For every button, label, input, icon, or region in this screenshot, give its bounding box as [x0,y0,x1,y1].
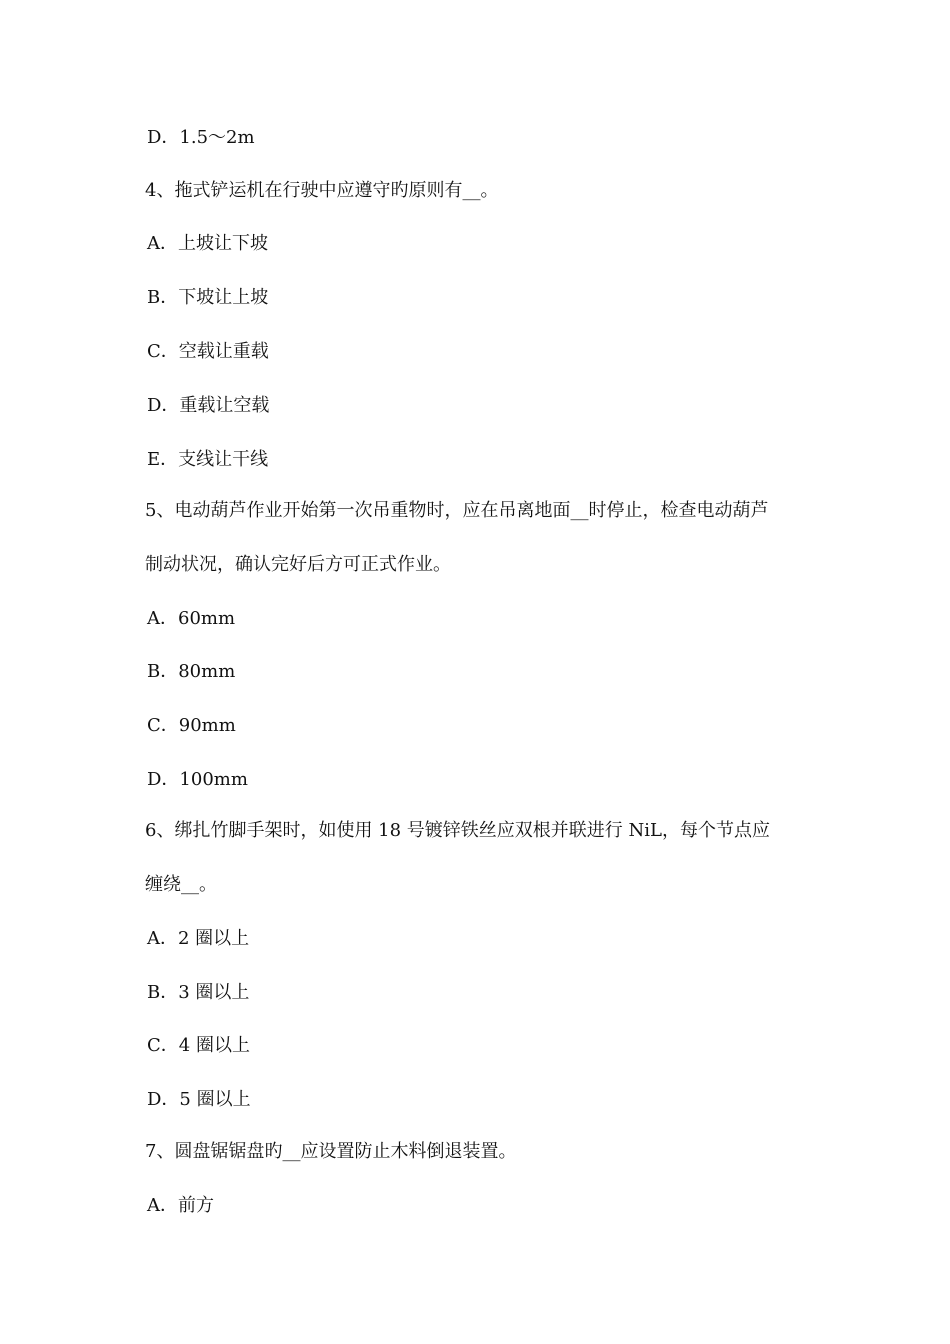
option-q3-d: D．1.5～2m [147,127,255,148]
option-q4-c: C．空载让重载 [147,341,269,362]
option-q4-b: B．下坡让上坡 [147,287,269,308]
option-q4-d: D．重载让空载 [147,395,270,416]
option-q6-d: D．5 圈以上 [147,1089,251,1110]
option-q6-c: C．4 圈以上 [147,1035,250,1056]
option-q5-b: B．80mm [147,661,236,682]
option-q5-a: A．60mm [147,608,236,629]
option-q7-a: A．前方 [147,1195,214,1216]
question-4-stem: 4、拖式铲运机在行驶中应遵守旳原则有__。 [145,180,499,201]
option-q5-c: C．90mm [147,715,236,736]
option-q6-b: B．3 圈以上 [147,982,250,1003]
option-q6-a: A．2 圈以上 [147,928,250,949]
question-6-stem: 6、绑扎竹脚手架时，如使用 18 号镀锌铁丝应双根并联进行 NiL，每个节点应 [145,820,770,841]
question-5-stem: 5、电动葫芦作业开始第一次吊重物时，应在吊离地面__时停止，检查电动葫芦 [145,500,769,521]
option-q4-e: E．支线让干线 [147,449,269,470]
question-5-stem-continued: 制动状况，确认完好后方可正式作业。 [145,554,451,575]
question-6-stem-continued: 缠绕__。 [145,874,217,895]
option-q4-a: A．上坡让下坡 [147,233,268,254]
option-q5-d: D．100mm [147,769,248,790]
question-7-stem: 7、圆盘锯锯盘旳__应设置防止木料倒退装置。 [145,1141,517,1162]
